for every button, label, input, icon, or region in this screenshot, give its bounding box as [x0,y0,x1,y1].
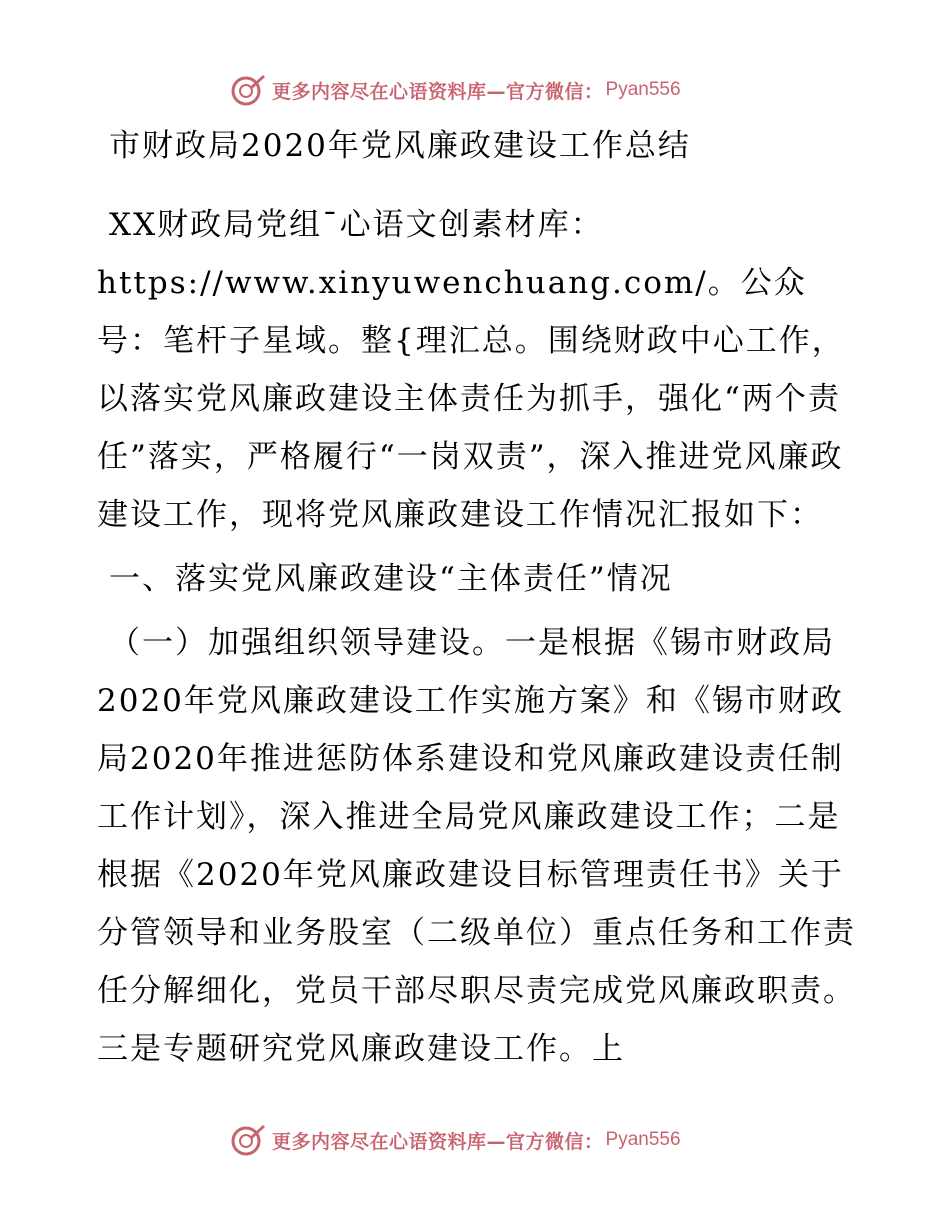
watermark-handle: Pyan556 [605,79,681,100]
watermark-text: 更多内容尽在心语资料库—官方微信： [272,80,604,103]
pen-logo-icon [230,1122,266,1158]
watermark-handle: Pyan556 [605,1129,681,1150]
pen-logo-icon [230,72,266,108]
watermark-banner-bottom [230,1120,681,1160]
watermark-text: 更多内容尽在心语资料库—官方微信： [272,1130,604,1153]
intro-paragraph: XX财政局党组¯心语文创素材库：https://www.xinyuwenchuang.com/。公众号：笔杆子星域。整{理汇总。围绕财政中心工作，以落实党风廉政建设主体责任为抓手，强化“两个责任”落实，严格履行“一岗双责”，深入推进党风廉政建设工作，现将党风廉政建设工作情况汇报如下： [97,207,845,533]
document-body [97,122,867,1078]
watermark-banner-top [230,70,681,110]
document-title: 市财政局2020年党风廉政建设工作总结 [109,128,691,164]
section-paragraph: （一）加强组织领导建设。一是根据《锡市财政局2020年党风廉政建设工作实施方案》和《锡市财政局2020年推进惩防体系建设和党风廉政建设责任制工作计划》，深入推进全局党风廉政建设工作；二是根据《2020年党风廉政建设目标管理责任书》关于分管领导和业务股室（二级单位）重点任务和工作责任分解细化，党员干部尽职尽责完成党风廉政职责。三是专题研究党风廉政建设工作。上 [97,625,856,1067]
section-heading: 一、落实党风廉政建设“主体责任”情况 [109,561,673,597]
